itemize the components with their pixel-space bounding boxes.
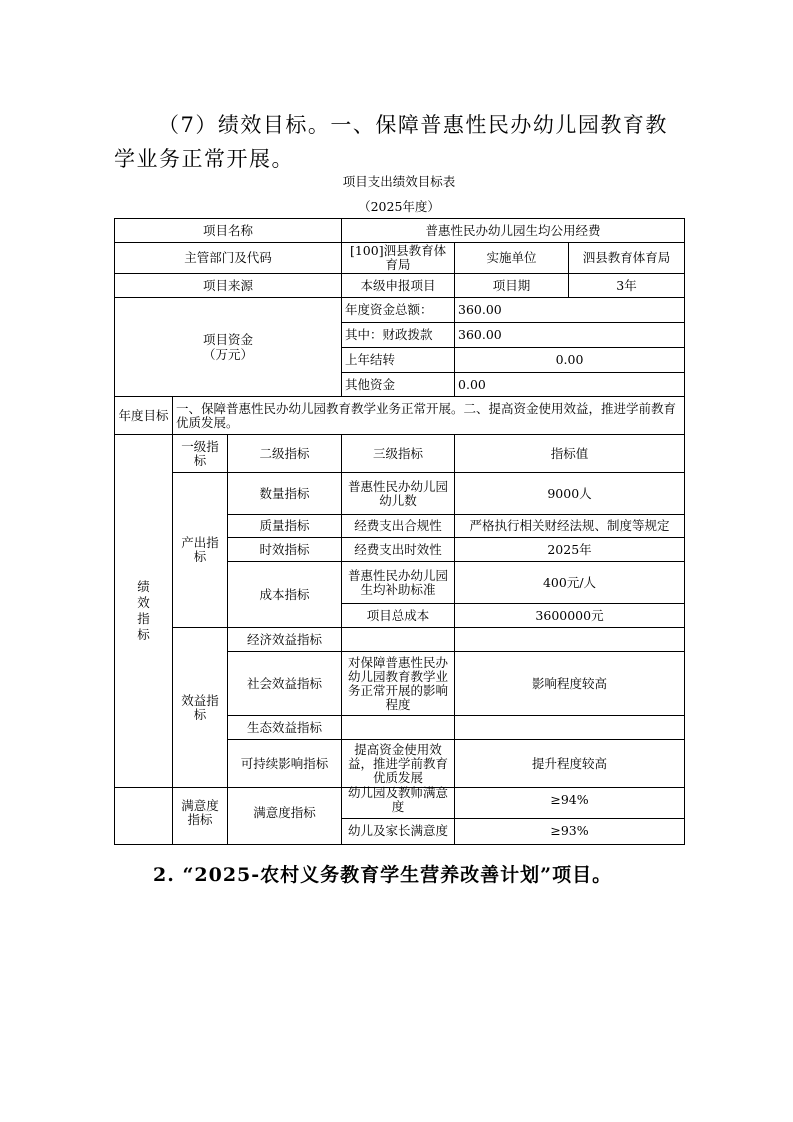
funds-label-line2: （万元）	[203, 347, 254, 362]
table-row	[115, 274, 685, 298]
header-value: 指标值	[455, 435, 685, 473]
funds-label-line1: 项目资金	[203, 332, 254, 347]
cost-b-l3: 项目总成本	[342, 604, 455, 628]
benefit-indicator-label: 效益指标	[173, 628, 228, 788]
cost-b-value: 3600000元	[455, 604, 685, 628]
project-name-label: 项目名称	[115, 219, 342, 243]
indicators-label	[115, 435, 173, 788]
table-row	[115, 435, 685, 473]
quality-l3: 经费支出合规性	[342, 515, 455, 538]
sat-a-value: ≥94%	[455, 782, 685, 818]
source-label: 项目来源	[115, 274, 342, 298]
sat-a-l3: 幼儿园及教师满意度	[342, 782, 455, 818]
sustain-value: 提升程度较高	[455, 740, 685, 788]
eco-l2: 生态效益指标	[228, 716, 342, 740]
sat-b-value: ≥93%	[455, 818, 685, 844]
quality-value: 严格执行相关财经法规、制度等规定	[455, 515, 685, 538]
source: 本级申报项目	[342, 274, 455, 298]
funds-carry-label: 上年结转	[342, 348, 455, 373]
performance-goal-table	[114, 218, 685, 788]
indicators-label-continued	[115, 782, 173, 844]
funds-total-label: 年度资金总额：	[342, 298, 455, 323]
econ-l3	[342, 628, 455, 652]
qty-value: 9000人	[455, 473, 685, 515]
funds-other-label: 其他资金	[342, 373, 455, 397]
period-label: 项目期	[455, 274, 569, 298]
funds-fiscal-label: 其中：财政拨款	[342, 323, 455, 348]
econ-value	[455, 628, 685, 652]
output-indicator-label: 产出指标	[173, 473, 228, 628]
project-name: 普惠性民办幼儿园生均公用经费	[342, 219, 685, 243]
table-row	[115, 243, 685, 274]
econ-l2: 经济效益指标	[228, 628, 342, 652]
social-value: 影响程度较高	[455, 652, 685, 716]
indicators-label-text: 绩效指标	[137, 579, 150, 642]
eco-l3	[342, 716, 455, 740]
cost-l2: 成本指标	[228, 562, 342, 628]
cost-a-value: 400元/人	[455, 562, 685, 604]
satisfaction-indicator-label: 满意度指标	[173, 782, 228, 844]
header-level2: 二级指标	[228, 435, 342, 473]
table-row	[115, 298, 685, 323]
table-row	[115, 397, 685, 435]
table-year: （2025年度）	[358, 199, 440, 214]
time-value: 2025年	[455, 538, 685, 562]
table-row	[115, 219, 685, 243]
impl: 泗县教育体育局	[569, 243, 685, 274]
quality-l2: 质量指标	[228, 515, 342, 538]
satisfaction-table	[114, 782, 685, 845]
cost-a-l3: 普惠性民办幼儿园生均补助标准	[342, 562, 455, 604]
impl-label: 实施单位	[455, 243, 569, 274]
sat-l2: 满意度指标	[228, 782, 342, 844]
sat-b-l3: 幼儿及家长满意度	[342, 818, 455, 844]
sustain-l3: 提高资金使用效益，推进学前教育优质发展	[342, 740, 455, 788]
header-level3: 三级指标	[342, 435, 455, 473]
qty-l3: 普惠性民办幼儿园幼儿数	[342, 473, 455, 515]
eco-value	[455, 716, 685, 740]
annual-goal-label: 年度目标	[115, 397, 173, 435]
time-l2: 时效指标	[228, 538, 342, 562]
dept-label: 主管部门及代码	[115, 243, 342, 274]
social-l2: 社会效益指标	[228, 652, 342, 716]
dept: [100]泗县教育体育局	[342, 243, 455, 274]
funds-fiscal: 360.00	[455, 323, 685, 348]
performance-goal-paragraph: （7）绩效目标。一、保障普惠性民办幼儿园教育教学业务正常开展。	[114, 113, 668, 171]
table-row	[115, 473, 685, 515]
time-l3: 经费支出时效性	[342, 538, 455, 562]
table-row	[115, 782, 685, 818]
qty-l2: 数量指标	[228, 473, 342, 515]
funds-other: 0.00	[455, 373, 685, 397]
funds-label	[115, 298, 342, 397]
social-l3: 对保障普惠性民办幼儿园教育教学业务正常开展的影响程度	[342, 652, 455, 716]
annual-goal-text: 一、保障普惠性民办幼儿园教育教学业务正常开展。二、提高资金使用效益，推进学前教育优质发展。	[173, 397, 685, 435]
funds-carry: 0.00	[455, 348, 685, 373]
table-title: 项目支出绩效目标表	[342, 174, 456, 189]
table-row	[115, 628, 685, 652]
period: 3年	[569, 274, 685, 298]
sustain-l2: 可持续影响指标	[228, 740, 342, 788]
funds-total: 360.00	[455, 298, 685, 323]
header-level1: 一级指标	[173, 435, 228, 473]
section-2-heading: 2. “2025-农村义务教育学生营养改善计划”项目。	[153, 864, 613, 886]
